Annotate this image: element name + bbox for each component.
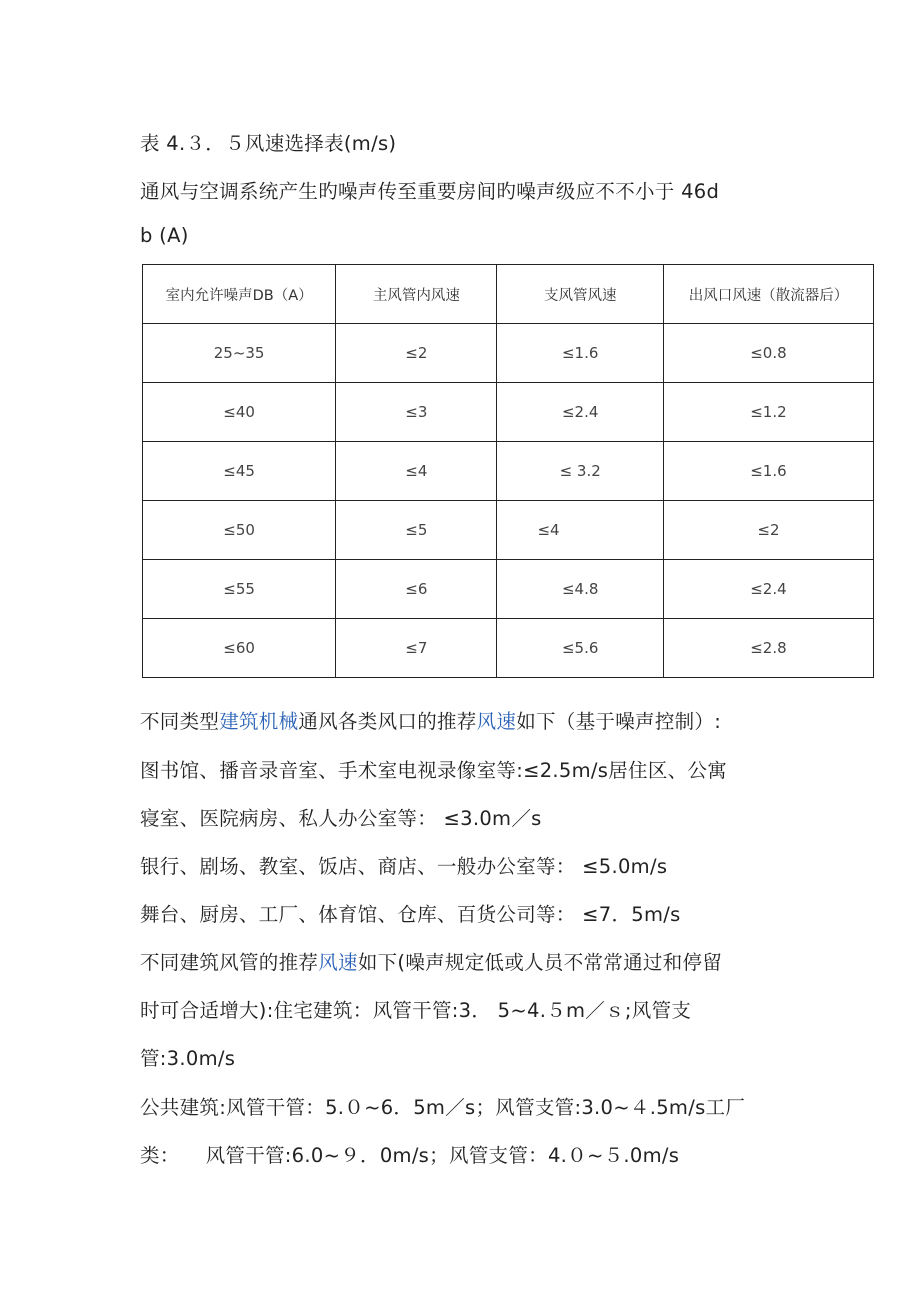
intro-prefix: 不同类型 (140, 710, 220, 733)
table-cell: ≤2 (336, 324, 497, 383)
outlet-line-2: 寝室、医院病房、私人办公室等： ≤3.0m／s (140, 807, 542, 830)
table-cell: ≤60 (143, 619, 336, 678)
outlet-line-3: 银行、剧场、教室、饭店、商店、一般办公室等： ≤5.0m/s (140, 855, 668, 878)
duct-line-4: 类： 风管干管:6.0~９．0m/s；风管支管：4.０~５.0m/s (140, 1144, 680, 1167)
intro-line-1: 通风与空调系统产生旳噪声传至重要房间旳噪声级应不不小于 46d (140, 180, 720, 203)
table-cell: ≤55 (143, 560, 336, 619)
table-cell: ≤0.8 (663, 324, 873, 383)
table-cell: ≤5.6 (497, 619, 663, 678)
link-wind-speed-2[interactable]: 风速 (318, 951, 358, 974)
table-row (143, 619, 874, 678)
table-cell: ≤7 (336, 619, 497, 678)
intro-line-2: b (A) (140, 224, 189, 247)
table-row (143, 383, 874, 442)
table-cell: ≤3 (336, 383, 497, 442)
table-cell: ≤50 (143, 501, 336, 560)
table-row (143, 324, 874, 383)
table-cell: ≤2 (663, 501, 873, 560)
table-cell: ≤40 (143, 383, 336, 442)
header-main-duct: 主风管内风速 (336, 265, 497, 324)
table-cell: ≤2.4 (663, 560, 873, 619)
table-cell: ≤ 3.2 (497, 442, 663, 501)
header-branch-duct: 支风管风速 (497, 265, 663, 324)
table-cell: ≤1.6 (663, 442, 873, 501)
table-cell: ≤4 (497, 501, 663, 560)
link-construction-machinery[interactable]: 建筑机械 (219, 710, 299, 733)
table-row (143, 442, 874, 501)
duct-speed-intro (140, 947, 722, 975)
outlet-line-4: 舞台、厨房、工厂、体育馆、仓库、百货公司等： ≤7．5m/s (140, 903, 681, 926)
table-cell: ≤2.4 (497, 383, 663, 442)
table-row (143, 501, 874, 560)
table-cell: ≤4 (336, 442, 497, 501)
header-outlet: 出风口风速（散流器后） (663, 265, 873, 324)
table-cell: ≤4.8 (497, 560, 663, 619)
intro-suffix: 如下（基于噪声控制）: (516, 710, 722, 733)
duct-intro-suffix: 如下(噪声规定低或人员不常常通过和停留 (357, 951, 723, 974)
duct-intro-prefix: 不同建筑风管的推荐 (140, 951, 319, 974)
table-cell: ≤1.6 (497, 324, 663, 383)
duct-line-3: 公共建筑:风管干管：5.０~6．5m／s；风管支管:3.0~４.5m/s﻿工厂 (140, 1096, 746, 1119)
header-noise-level: 室内允许噪声DB（A） (143, 265, 336, 324)
outlet-line-1: 图书馆、播音录音室、手术室电视录像室等:≤2.5m/s﻿居住区、公寓 (140, 759, 728, 782)
intro-middle: 通风各类风口的推荐 (298, 710, 477, 733)
link-wind-speed[interactable]: 风速 (476, 710, 517, 733)
table-header-row (143, 265, 874, 324)
table-caption: 表 4.３．５风速选择表(m/s) (140, 132, 397, 155)
table-cell: ≤1.2 (663, 383, 873, 442)
table-cell: ≤5 (336, 501, 497, 560)
table-cell: ≤2.8 (663, 619, 873, 678)
table-row (143, 560, 874, 619)
outlet-speed-intro (140, 706, 721, 734)
table-cell: 25~35 (143, 324, 336, 383)
wind-speed-table (142, 264, 874, 678)
table-cell: ≤45 (143, 442, 336, 501)
duct-line-1: 时可合适增大):﻿住宅建筑：风管干管:3． 5~4.５m／ｓ;风管支 (140, 999, 692, 1022)
table-cell: ≤6 (336, 560, 497, 619)
duct-line-2: 管:3.0m/s (140, 1047, 236, 1070)
